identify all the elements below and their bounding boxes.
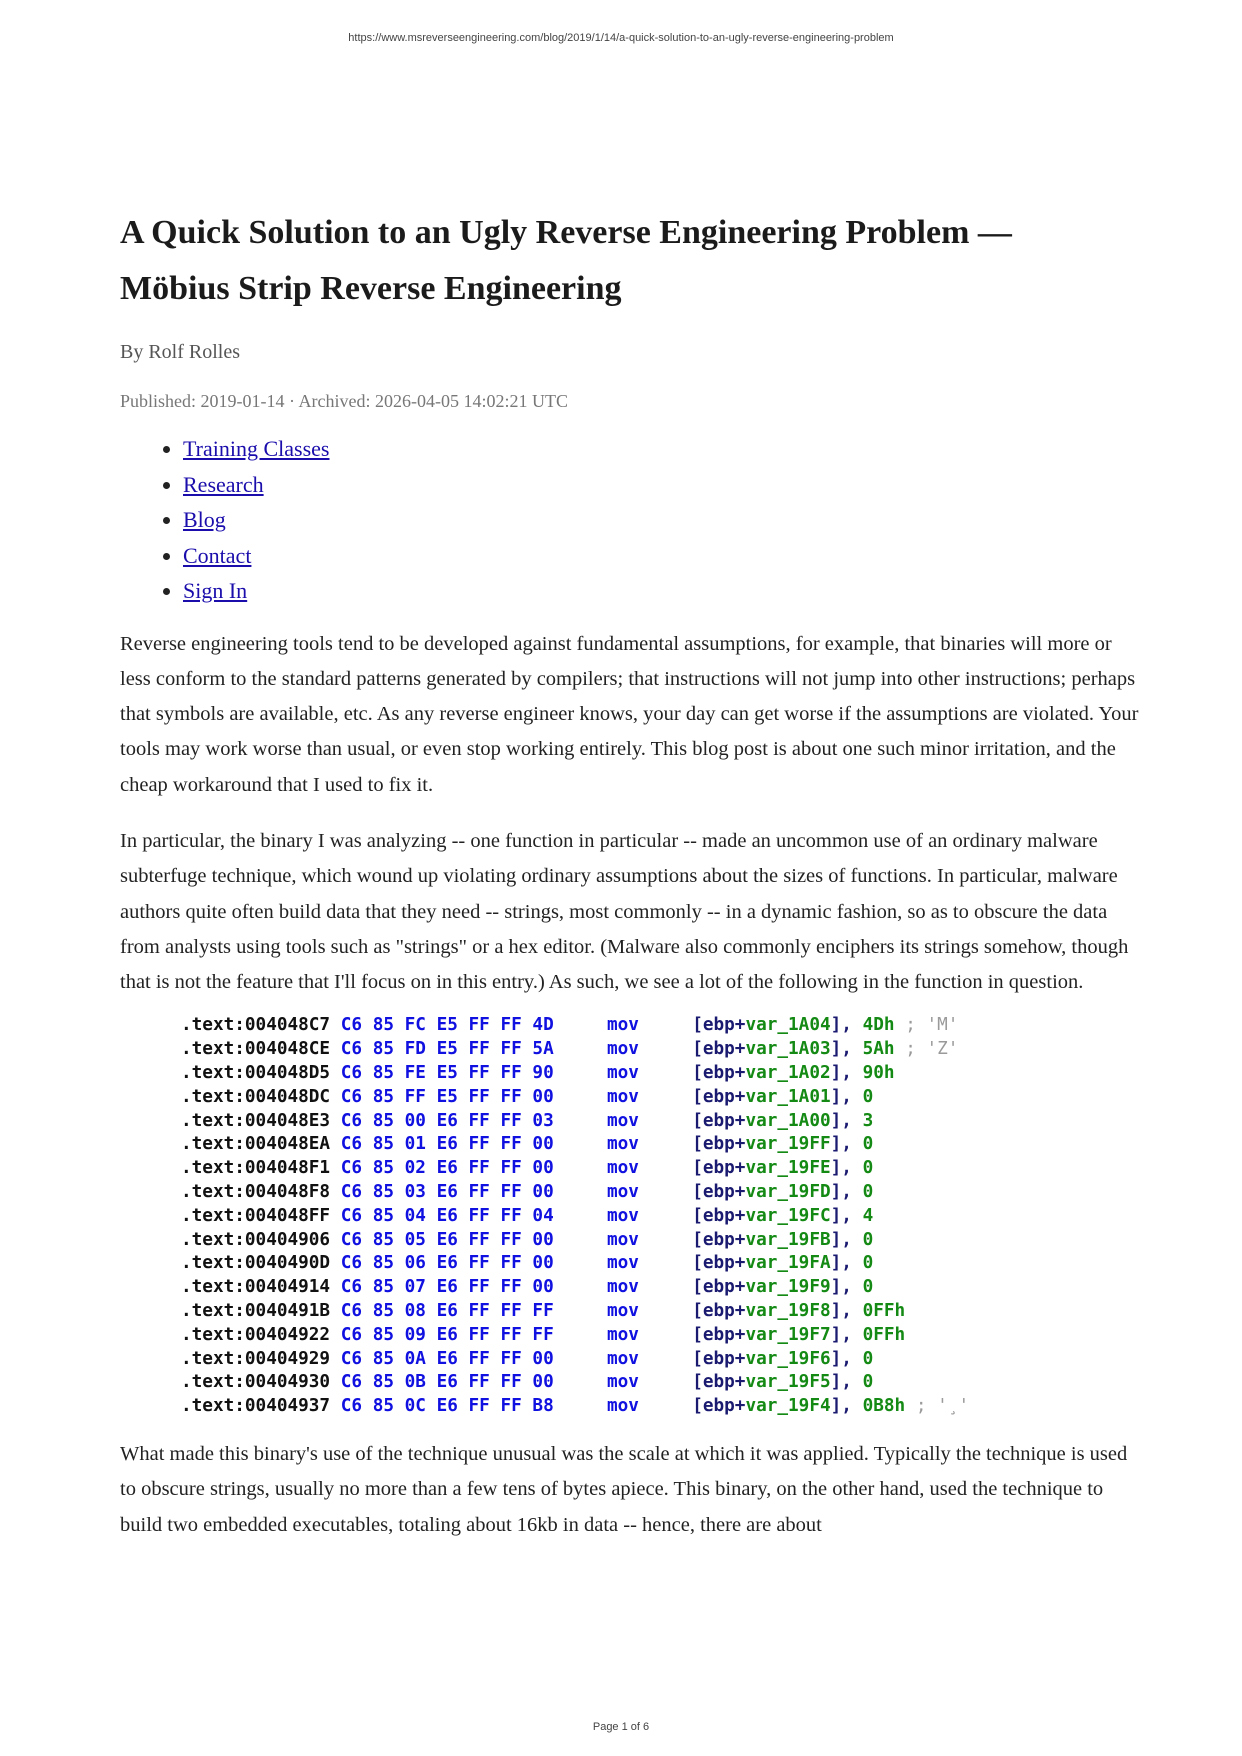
code-bytes: C6 85 FC E5 FF FF 4D bbox=[340, 1015, 554, 1036]
code-mnemonic: mov bbox=[606, 1348, 639, 1369]
nav-link-blog[interactable]: Blog bbox=[183, 507, 226, 532]
code-operand-close: ], bbox=[830, 1063, 863, 1084]
code-immediate: 4 bbox=[862, 1205, 874, 1226]
code-immediate: 4Dh bbox=[862, 1015, 895, 1036]
code-operand-close: ], bbox=[830, 1301, 863, 1322]
disassembly-line bbox=[181, 1324, 1081, 1348]
code-bytes: C6 85 FE E5 FF FF 90 bbox=[340, 1063, 554, 1084]
disassembly-line bbox=[181, 1395, 1081, 1419]
code-immediate: 0B8h bbox=[862, 1396, 906, 1417]
nav-item-training bbox=[183, 431, 1140, 467]
code-address: .text:004048E3 bbox=[181, 1110, 331, 1131]
title-line-1: A Quick Solution to an Ugly Reverse Engineering Problem — bbox=[120, 214, 1012, 251]
code-mnemonic: mov bbox=[606, 1063, 639, 1084]
code-mnemonic: mov bbox=[606, 1182, 639, 1203]
code-operand-close: ], bbox=[830, 1015, 863, 1036]
code-operand-base: [ebp+ bbox=[692, 1324, 746, 1345]
code-immediate: 0 bbox=[862, 1372, 874, 1393]
code-address: .text:004048F8 bbox=[181, 1182, 331, 1203]
code-immediate: 0 bbox=[862, 1277, 874, 1298]
nav-item-blog bbox=[183, 502, 1140, 538]
disassembly-line bbox=[181, 1110, 1081, 1134]
code-mnemonic: mov bbox=[606, 1134, 639, 1155]
disassembly-line bbox=[181, 1086, 1081, 1110]
code-operand-base: [ebp+ bbox=[692, 1205, 746, 1226]
page-number-footer: Page 1 of 6 bbox=[592, 1721, 650, 1733]
code-address: .text:004048EA bbox=[181, 1134, 331, 1155]
code-operand-base: [ebp+ bbox=[692, 1134, 746, 1155]
disassembly-line bbox=[181, 1014, 1081, 1038]
code-comment: ; 'M' bbox=[905, 1015, 959, 1036]
code-immediate: 0 bbox=[862, 1229, 874, 1250]
code-address: .text:004048FF bbox=[181, 1205, 331, 1226]
code-bytes: C6 85 04 E6 FF FF 04 bbox=[340, 1205, 554, 1226]
code-operand-base: [ebp+ bbox=[692, 1396, 746, 1417]
page-url-header: https://www.msreverseengineering.com/blog/2019/1/14/a-quick-solution-to-an-ugly-reverse-engineering-problem bbox=[348, 32, 894, 44]
code-address: .text:0040491B bbox=[181, 1301, 331, 1322]
code-operand-close: ], bbox=[830, 1039, 863, 1060]
code-operand-var: var_19F6 bbox=[745, 1348, 831, 1369]
code-immediate: 90h bbox=[862, 1063, 895, 1084]
code-address: .text:004048CE bbox=[181, 1039, 331, 1060]
code-operand-close: ], bbox=[830, 1229, 863, 1250]
code-bytes: C6 85 03 E6 FF FF 00 bbox=[340, 1182, 554, 1203]
code-operand-close: ], bbox=[830, 1086, 863, 1107]
code-mnemonic: mov bbox=[606, 1229, 639, 1250]
code-bytes: C6 85 09 E6 FF FF FF bbox=[340, 1324, 554, 1345]
code-operand-base: [ebp+ bbox=[692, 1277, 746, 1298]
site-nav bbox=[120, 431, 1140, 609]
code-mnemonic: mov bbox=[606, 1086, 639, 1107]
code-immediate: 0FFh bbox=[862, 1301, 906, 1322]
code-operand-var: var_19FE bbox=[745, 1158, 831, 1179]
code-bytes: C6 85 05 E6 FF FF 00 bbox=[340, 1229, 554, 1250]
code-operand-close: ], bbox=[830, 1158, 863, 1179]
code-operand-base: [ebp+ bbox=[692, 1372, 746, 1393]
nav-link-research[interactable]: Research bbox=[183, 471, 264, 497]
code-address: .text:00404906 bbox=[181, 1229, 331, 1250]
disassembly-listing-image bbox=[181, 1014, 1081, 1419]
code-operand-var: var_19F5 bbox=[745, 1372, 831, 1393]
code-address: .text:0040490D bbox=[181, 1253, 331, 1274]
code-operand-var: var_1A00 bbox=[745, 1110, 831, 1131]
disassembly-line bbox=[181, 1205, 1081, 1229]
code-address: .text:004048C7 bbox=[181, 1015, 331, 1036]
code-operand-base: [ebp+ bbox=[692, 1301, 746, 1322]
article bbox=[120, 205, 1140, 1543]
code-operand-close: ], bbox=[830, 1277, 863, 1298]
code-immediate: 0 bbox=[862, 1134, 874, 1155]
code-mnemonic: mov bbox=[606, 1110, 639, 1131]
code-bytes: C6 85 01 E6 FF FF 00 bbox=[340, 1134, 554, 1155]
code-immediate: 0 bbox=[862, 1158, 874, 1179]
disassembly-line bbox=[181, 1300, 1081, 1324]
disassembly-line bbox=[181, 1252, 1081, 1276]
code-mnemonic: mov bbox=[606, 1015, 639, 1036]
code-bytes: C6 85 0C E6 FF FF B8 bbox=[340, 1396, 554, 1417]
code-operand-var: var_19FC bbox=[745, 1205, 831, 1226]
article-title bbox=[120, 205, 1140, 317]
code-operand-close: ], bbox=[830, 1253, 863, 1274]
code-address: .text:00404929 bbox=[181, 1348, 331, 1369]
publish-meta: Published: 2019-01-14 · Archived: 2026-04-05 14:02:21 UTC bbox=[120, 391, 568, 411]
disassembly-line bbox=[181, 1133, 1081, 1157]
code-operand-base: [ebp+ bbox=[692, 1182, 746, 1203]
code-address: .text:00404930 bbox=[181, 1372, 331, 1393]
code-operand-var: var_1A03 bbox=[745, 1039, 831, 1060]
code-immediate: 0 bbox=[862, 1182, 874, 1203]
code-operand-close: ], bbox=[830, 1205, 863, 1226]
code-operand-base: [ebp+ bbox=[692, 1015, 746, 1036]
code-comment: ; '¸' bbox=[915, 1396, 970, 1417]
code-operand-base: [ebp+ bbox=[692, 1348, 746, 1369]
nav-item-research bbox=[183, 467, 1140, 503]
code-operand-base: [ebp+ bbox=[692, 1253, 746, 1274]
code-immediate: 0 bbox=[862, 1253, 874, 1274]
disassembly-line bbox=[181, 1229, 1081, 1253]
code-operand-base: [ebp+ bbox=[692, 1110, 746, 1131]
code-address: .text:004048F1 bbox=[181, 1158, 331, 1179]
code-bytes: C6 85 06 E6 FF FF 00 bbox=[340, 1253, 554, 1274]
disassembly-line bbox=[181, 1276, 1081, 1300]
code-comment: ; 'Z' bbox=[905, 1039, 959, 1060]
code-bytes: C6 85 07 E6 FF FF 00 bbox=[340, 1277, 554, 1298]
nav-item-sign-in bbox=[183, 573, 1140, 609]
code-address: .text:00404922 bbox=[181, 1324, 331, 1345]
disassembly-line bbox=[181, 1062, 1081, 1086]
code-operand-var: var_1A02 bbox=[745, 1063, 831, 1084]
code-address: .text:004048D5 bbox=[181, 1063, 331, 1084]
code-operand-var: var_19F9 bbox=[745, 1277, 831, 1298]
code-operand-var: var_19FA bbox=[745, 1253, 831, 1274]
code-operand-base: [ebp+ bbox=[692, 1158, 746, 1179]
code-operand-var: var_1A04 bbox=[745, 1015, 831, 1036]
paragraph-scale: What made this binary's use of the technique unusual was the scale at which it was applied. Typically the technique is used to obscure strings, usually no more than a few tens of bytes apiece. This binary, on the other hand, used the technique to build two embedded executables, totaling about 16kb in data -- hence, there are about bbox=[120, 1443, 1128, 1536]
code-address: .text:00404914 bbox=[181, 1277, 331, 1298]
code-operand-close: ], bbox=[830, 1134, 863, 1155]
code-bytes: C6 85 0A E6 FF FF 00 bbox=[340, 1348, 554, 1369]
code-operand-base: [ebp+ bbox=[692, 1086, 746, 1107]
code-mnemonic: mov bbox=[606, 1039, 639, 1060]
disassembly-line bbox=[181, 1038, 1081, 1062]
nav-link-training-classes[interactable]: Training Classes bbox=[183, 436, 330, 461]
code-operand-base: [ebp+ bbox=[692, 1229, 746, 1250]
code-operand-var: var_19FB bbox=[745, 1229, 831, 1250]
code-operand-close: ], bbox=[830, 1182, 863, 1203]
code-operand-var: var_1A01 bbox=[745, 1086, 831, 1107]
code-operand-close: ], bbox=[830, 1396, 863, 1417]
code-operand-var: var_19F7 bbox=[745, 1324, 831, 1345]
code-address: .text:004048DC bbox=[181, 1086, 331, 1107]
disassembly-line bbox=[181, 1181, 1081, 1205]
code-operand-var: var_19F8 bbox=[745, 1301, 831, 1322]
code-mnemonic: mov bbox=[606, 1396, 639, 1417]
code-immediate: 3 bbox=[862, 1110, 874, 1131]
code-mnemonic: mov bbox=[606, 1324, 639, 1345]
code-mnemonic: mov bbox=[606, 1301, 639, 1322]
nav-link-sign-in[interactable]: Sign In bbox=[183, 578, 248, 603]
paragraph-intro: Reverse engineering tools tend to be developed against fundamental assumptions, for example, that binaries will more or less conform to the standard patterns generated by compilers; that instructions will not jump into other instructions; perhaps that symbols are available, etc. As any reverse engineer knows, your day can get worse if the assumptions are violated. Your tools may work worse than usual, or even stop working entirely. This blog post is about one such minor irritation, and the cheap workaround that I used to fix it. bbox=[120, 632, 1139, 796]
code-mnemonic: mov bbox=[606, 1205, 639, 1226]
code-bytes: C6 85 00 E6 FF FF 03 bbox=[340, 1110, 554, 1131]
code-operand-close: ], bbox=[830, 1348, 863, 1369]
code-immediate: 0FFh bbox=[862, 1324, 906, 1345]
code-operand-close: ], bbox=[830, 1372, 863, 1393]
code-immediate: 0 bbox=[862, 1086, 874, 1107]
code-mnemonic: mov bbox=[606, 1372, 639, 1393]
byline: By Rolf Rolles bbox=[120, 341, 241, 363]
paragraph-technique: In particular, the binary I was analyzing -- one function in particular -- made an uncommon use of an ordinary malware subterfuge technique, which wound up violating ordinary assumptions about the sizes of functions. In particular, malware authors quite often build data that they need -- strings, most commonly -- in a dynamic fashion, so as to obscure the data from analysts using tools such as "strings" or a hex editor. (Malware also commonly enciphers its strings somehow, though that is not the feature that I'll focus on in this entry.) As such, we see a lot of the following in the function in question. bbox=[120, 829, 1129, 994]
code-bytes: C6 85 02 E6 FF FF 00 bbox=[340, 1158, 554, 1179]
code-operand-close: ], bbox=[830, 1324, 863, 1345]
nav-item-contact bbox=[183, 538, 1140, 574]
code-bytes: C6 85 FF E5 FF FF 00 bbox=[340, 1086, 554, 1107]
code-mnemonic: mov bbox=[606, 1253, 639, 1274]
disassembly-line bbox=[181, 1371, 1081, 1395]
code-operand-close: ], bbox=[830, 1110, 863, 1131]
code-mnemonic: mov bbox=[606, 1158, 639, 1179]
code-immediate: 0 bbox=[862, 1348, 874, 1369]
code-immediate: 5Ah bbox=[862, 1039, 895, 1060]
code-operand-var: var_19F4 bbox=[745, 1396, 831, 1417]
code-mnemonic: mov bbox=[606, 1277, 639, 1298]
code-bytes: C6 85 0B E6 FF FF 00 bbox=[340, 1372, 554, 1393]
code-operand-base: [ebp+ bbox=[692, 1039, 746, 1060]
code-operand-var: var_19FD bbox=[745, 1182, 831, 1203]
code-operand-base: [ebp+ bbox=[692, 1063, 746, 1084]
title-line-2: Möbius Strip Reverse Engineering bbox=[120, 270, 622, 307]
nav-link-contact[interactable]: Contact bbox=[183, 542, 252, 568]
code-bytes: C6 85 08 E6 FF FF FF bbox=[340, 1301, 554, 1322]
code-bytes: C6 85 FD E5 FF FF 5A bbox=[340, 1039, 554, 1060]
code-address: .text:00404937 bbox=[181, 1396, 331, 1417]
disassembly-line bbox=[181, 1157, 1081, 1181]
code-operand-var: var_19FF bbox=[745, 1134, 831, 1155]
disassembly-line bbox=[181, 1348, 1081, 1372]
